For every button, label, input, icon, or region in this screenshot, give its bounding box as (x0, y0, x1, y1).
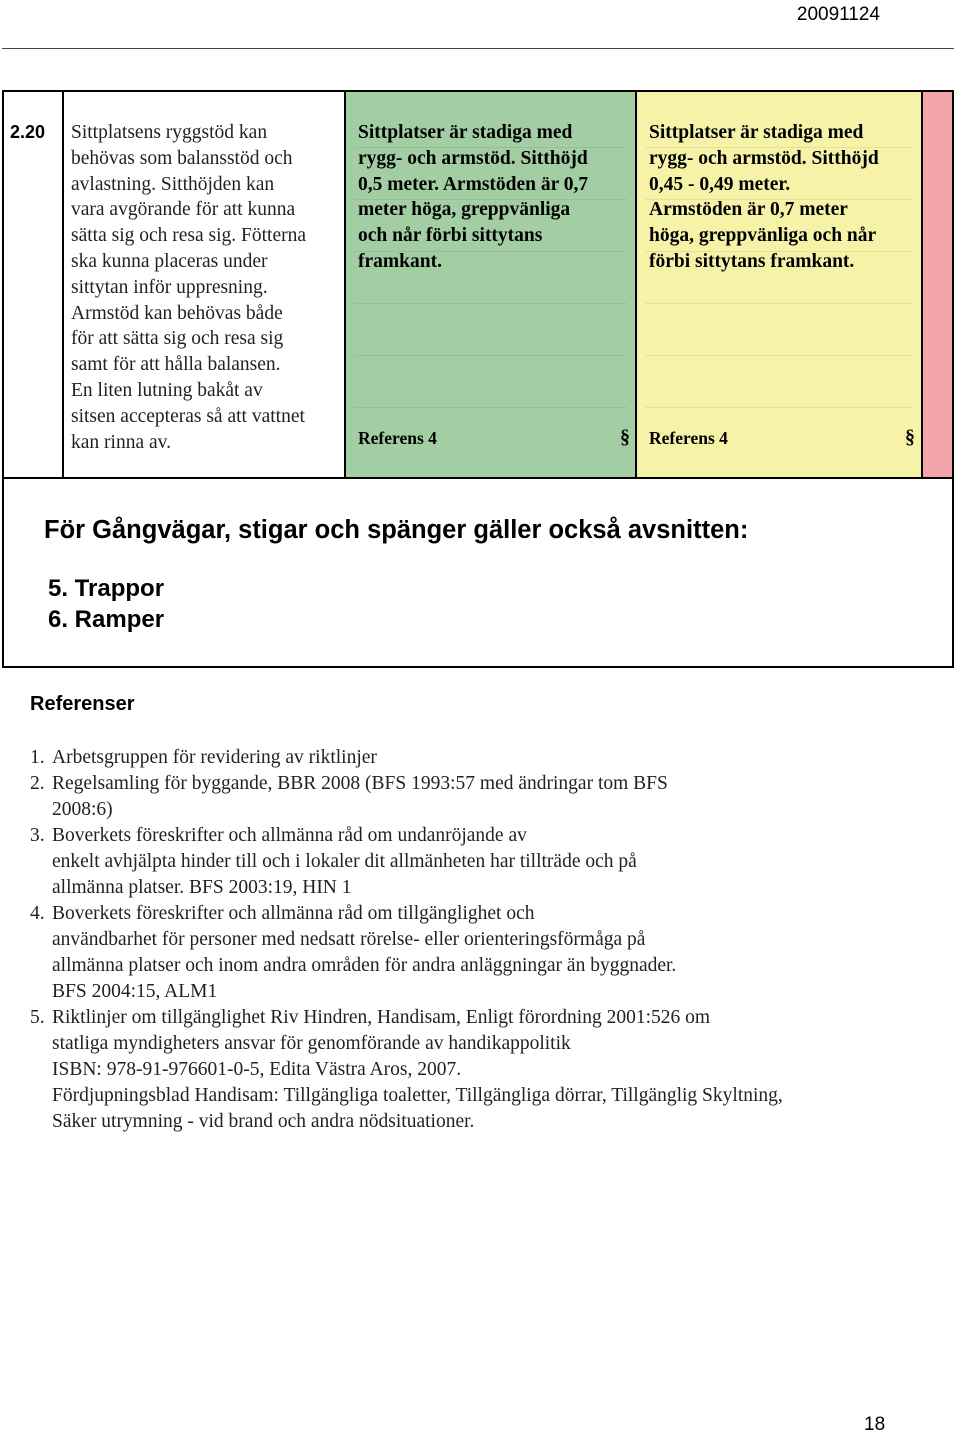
yellow-level-line: 0,45 - 0,49 meter. (649, 173, 791, 195)
description-line: sitsen accepteras så att vattnet (71, 405, 305, 427)
description-line: Armstöd kan behövas både (71, 302, 283, 324)
reference-line: Riktlinjer om tillgänglighet Riv Hindren, Handisam, Enligt förordning 2001:526 om (52, 1007, 711, 1028)
green-level-line: Sittplatser är stadiga med (358, 122, 573, 143)
green-level-line: rygg- och armstöd. Sitthöjd (358, 147, 588, 169)
reference-line: Boverkets föreskrifter och allmänna råd om undanröjande av (52, 825, 527, 846)
section-link-trappor: 5. Trappor (48, 575, 165, 602)
red-level-cell (923, 92, 952, 477)
cell-rule (354, 355, 627, 356)
green-level-text (358, 120, 629, 275)
reference-line: användbarhet för personer med nedsatt rörelse- eller orienteringsförmåga på (52, 929, 646, 950)
description-line: ska kunna placeras under (71, 250, 268, 272)
reference-item (30, 771, 940, 823)
green-level-line: 0,5 meter. Armstöden är 0,7 (358, 173, 589, 195)
description-line: En liten lutning bakåt av (71, 379, 263, 401)
yellow-section-mark: § (905, 426, 915, 448)
cell-rule (645, 355, 913, 356)
description-line: avlastning. Sitthöjden kan (71, 173, 275, 195)
requirement-table (2, 90, 954, 479)
reference-line: Regelsamling för byggande, BBR 2008 (BFS 1993:57 med ändringar tom BFS (52, 773, 668, 794)
yellow-level-line: förbi sittytans framkant. (649, 250, 855, 272)
requirement-number: 2.20 (10, 122, 46, 142)
description-line: kan rinna av. (71, 431, 171, 453)
requirement-description-cell (64, 92, 346, 477)
green-level-cell (346, 92, 637, 477)
reference-number: 4. (30, 903, 45, 924)
also-applies-box (2, 477, 954, 668)
reference-item (30, 901, 940, 1005)
reference-line: Boverkets föreskrifter och allmänna råd om tillgänglighet och (52, 903, 535, 924)
description-line: sätta sig och resa sig. Fötterna (71, 225, 307, 247)
description-line: sittytan inför uppresning. (71, 276, 268, 298)
references-list (30, 745, 940, 1135)
reference-line: allmänna platser och inom andra områden för andra anläggningar än byggnader. (52, 955, 677, 976)
green-level-line: och når förbi sittytans (358, 225, 543, 247)
reference-extra-line: Säker utrymning - vid brand och andra nödsituationer. (52, 1111, 475, 1132)
reference-number: 5. (30, 1007, 45, 1028)
cell-rule (645, 303, 913, 304)
yellow-level-line: Sittplatser är stadiga med (649, 122, 864, 143)
cell-rule (645, 407, 913, 408)
reference-number: 3. (30, 825, 45, 846)
reference-line: statliga myndigheters ansvar för genomförande av handikappolitik (52, 1033, 571, 1054)
green-section-mark: § (620, 426, 630, 448)
description-line: vara avgörande för att kunna (71, 199, 296, 221)
reference-line: BFS 2004:15, ALM1 (52, 981, 218, 1002)
reference-item (30, 823, 940, 901)
yellow-level-line: rygg- och armstöd. Sitthöjd (649, 147, 879, 169)
yellow-level-line: Armstöden är 0,7 meter (649, 199, 848, 221)
description-line: Sittplatsens ryggstöd kan (71, 122, 268, 143)
requirement-number-cell (4, 92, 64, 477)
cell-rule (354, 303, 627, 304)
reference-item (30, 745, 940, 771)
requirement-description (71, 120, 338, 455)
green-level-line: framkant. (358, 250, 442, 272)
references-heading: Referenser (30, 693, 135, 715)
section-link-ramper: 6. Ramper (48, 606, 165, 633)
description-line: samt för att hålla balansen. (71, 354, 281, 376)
page-number: 18 (864, 1414, 886, 1435)
document-date: 20091124 (796, 4, 880, 25)
description-line: för att sätta sig och resa sig (71, 328, 284, 350)
reference-line: ISBN: 978-91-976601-0-5, Edita Västra Aros, 2007. (52, 1059, 462, 1080)
description-line: behövas som balansstöd och (71, 147, 293, 169)
yellow-level-text (649, 120, 915, 275)
reference-extra (30, 1083, 940, 1135)
green-reference: Referens 4 (358, 428, 437, 448)
reference-number: 1. (30, 747, 45, 768)
reference-line: Arbetsgruppen för revidering av riktlinjer (52, 747, 377, 768)
yellow-level-line: höga, greppvänliga och når (649, 225, 877, 247)
reference-number: 2. (30, 773, 45, 794)
yellow-reference: Referens 4 (649, 428, 728, 448)
reference-extra-line: Fördjupningsblad Handisam: Tillgängliga toaletter, Tillgängliga dörrar, Tillgänglig Skyltning, (52, 1085, 783, 1106)
reference-line: 2008:6) (52, 799, 113, 820)
reference-item (30, 1005, 940, 1083)
also-applies-title: För Gångvägar, stigar och spänger gäller också avsnitten: (44, 516, 749, 544)
cell-rule (354, 407, 627, 408)
also-applies-list (48, 573, 164, 635)
header-rule (2, 48, 954, 49)
reference-line: enkelt avhjälpta hinder till och i lokaler dit allmänheten har tillträde och på (52, 851, 637, 872)
reference-line: allmänna platser. BFS 2003:19, HIN 1 (52, 877, 352, 898)
yellow-level-cell (637, 92, 923, 477)
green-level-line: meter höga, greppvänliga (358, 199, 571, 221)
